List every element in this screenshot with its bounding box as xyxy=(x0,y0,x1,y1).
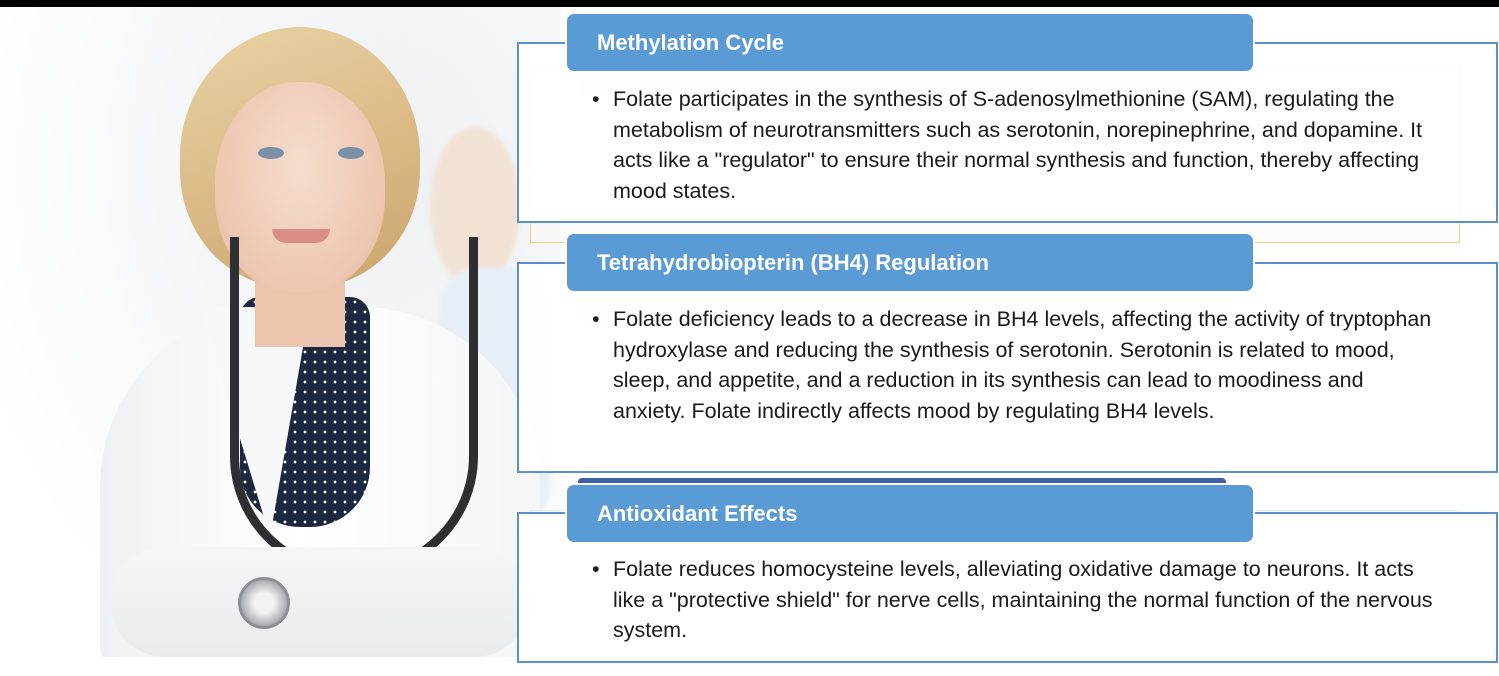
section-body-text: Folate participates in the synthesis of S-adenosylmethionine (SAM), regulating the metabolism of neurotransmitters such as serotonin, norepinephrine, and dopamine. It acts like a "regulator" to ensure their normal synthesis and function, thereby affecting mood states. xyxy=(613,87,1423,203)
section-body-text: Folate deficiency leads to a decrease in BH4 levels, affecting the activity of tryptophan hydroxylase and reducing the synthesis of serotonin. Serotonin is related to mood, sleep, and appetite, and a reduction in its synthesis can lead to moodiness and anxiety. Folate indirectly affects mood by regulating BH4 levels. xyxy=(613,307,1432,423)
right-eye xyxy=(338,147,364,159)
section-title-text: Methylation Cycle xyxy=(597,29,785,55)
section-title-text: Tetrahydrobiopterin (BH4) Regulation xyxy=(597,249,989,275)
section-bullet-bh4 xyxy=(592,304,1433,426)
section-bullet-methylation xyxy=(592,84,1433,206)
bullet-icon: • xyxy=(592,87,600,111)
left-eye xyxy=(258,147,284,159)
stethoscope-chestpiece-icon xyxy=(238,577,290,629)
section-body-text: Folate reduces homocysteine levels, alleviating oxidative damage to neurons. It acts like a "protective shield" for nerve cells, maintaining the normal function of the nervous system. xyxy=(613,557,1433,642)
crossed-arms xyxy=(110,547,530,657)
bullet-icon: • xyxy=(592,307,600,331)
section-title-bh4 xyxy=(567,234,1253,291)
bullet-icon: • xyxy=(592,557,600,581)
top-bar xyxy=(0,0,1499,7)
section-title-antioxidant xyxy=(567,485,1253,542)
doctor-photo xyxy=(0,7,560,657)
section-title-methylation xyxy=(567,14,1253,71)
section-bullet-antioxidant xyxy=(592,554,1433,646)
section-title-text: Antioxidant Effects xyxy=(597,500,798,526)
stethoscope-tube xyxy=(230,237,478,576)
